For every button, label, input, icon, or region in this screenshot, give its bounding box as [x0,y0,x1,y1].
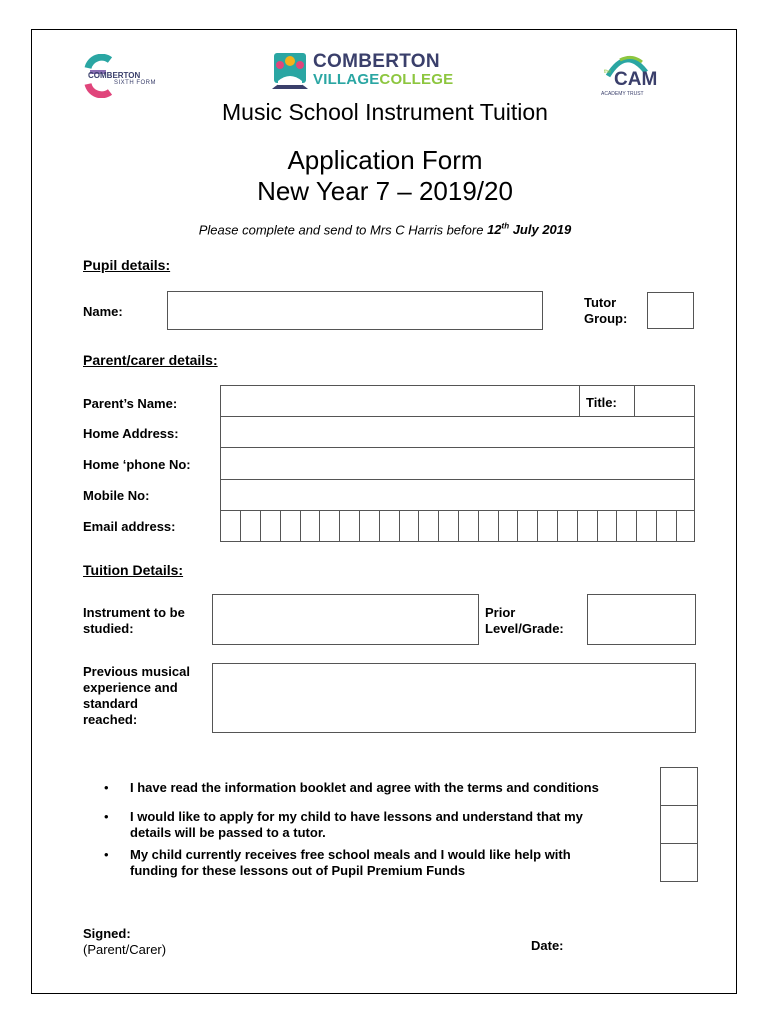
declaration-lessons [104,809,660,841]
pupil-name-label: Name: [83,304,123,319]
signed-label: Signed: [83,926,131,941]
title-field[interactable] [634,385,695,417]
experience-field[interactable] [212,663,696,733]
terms-checkbox[interactable] [660,767,698,806]
sixth-form-logo-line1: COMBERTON [88,71,141,80]
cam-academy-trust-logo [600,52,658,100]
declaration-premium-line1: My child currently receives free school meals and I would like help with [130,847,571,862]
bullet-icon: • [104,847,109,862]
home-phone-label: Home ‘phone No: [83,457,191,472]
declaration-lessons-line2: details will be passed to a tutor. [130,825,326,840]
email-field[interactable] [220,510,695,542]
experience-label-4: reached: [83,712,138,727]
experience-label-2: experience and [83,680,178,695]
home-phone-field[interactable] [220,447,695,480]
cam-logo-sub: ACADEMY TRUST [601,91,644,97]
village-college-logo [268,50,458,92]
tutor-group-label-1: Tutor [584,295,617,310]
title-label: Title: [586,395,617,410]
prior-level-label-1: Prior [485,605,516,620]
declaration-premium-line2: funding for these lessons out of Pupil Premium Funds [130,863,466,878]
signed-role: (Parent/Carer) [83,942,167,957]
tuition-details-heading: Tuition Details: [83,562,184,578]
form-subtitle: Music School Instrument Tuition [222,99,548,125]
form-title-line1: Application Form [287,145,483,175]
cam-logo-main: CAM [614,69,658,90]
tutor-group-label-2: Group: [584,311,628,326]
cam-logo-small: the [604,69,611,75]
sixth-form-logo-line2: SIXTH FORM [114,80,156,86]
mobile-label: Mobile No: [83,488,150,503]
instrument-field[interactable] [212,594,479,645]
lessons-checkbox[interactable] [660,805,698,844]
home-address-field[interactable] [220,416,695,448]
college-word: COLLEGE [379,71,454,88]
declaration-lessons-line1: I would like to apply for my child to have lessons and understand that my [130,809,583,824]
mobile-field[interactable] [220,479,695,511]
pupil-name-field[interactable] [167,291,543,330]
date-label: Date: [531,938,564,953]
prior-level-field[interactable] [587,594,696,645]
email-label: Email address: [83,519,176,534]
declaration-pupil-premium [104,847,660,879]
parent-name-label: Parent’s Name: [83,396,178,411]
pupil-details-heading: Pupil details: [83,257,171,273]
instruction-prefix: Please complete and send to Mrs C Harris before [198,222,488,238]
experience-label-1: Previous musical [83,664,190,679]
instruction-sup: th [501,222,510,231]
prior-level-label-2: Level/Grade: [485,621,564,636]
instruction-month: July 2019 [509,222,572,238]
declaration-terms-text: I have read the information booklet and agree with the terms and conditions [130,780,599,795]
village-word: VILLAGE [313,71,380,88]
parent-details-heading: Parent/carer details: [83,352,218,368]
sixth-form-logo [80,54,170,100]
instrument-label-1: Instrument to be [83,605,185,620]
experience-label-3: standard [83,696,138,711]
instruction-day: 12 [487,222,502,238]
tutor-group-field[interactable] [647,292,694,329]
bullet-icon: • [104,780,109,795]
village-college-emblem-icon [268,51,312,91]
form-title-line2: New Year 7 – 2019/20 [257,176,513,206]
pupil-premium-checkbox[interactable] [660,843,698,882]
declaration-terms [104,780,660,796]
home-address-label: Home Address: [83,426,179,441]
village-college-logo-line2 [313,71,453,88]
bullet-icon: • [104,809,109,824]
submission-instruction [0,222,770,237]
parent-name-field[interactable] [220,385,580,417]
instrument-label-2: studied: [83,621,134,636]
village-college-logo-line1: COMBERTON [313,51,440,72]
